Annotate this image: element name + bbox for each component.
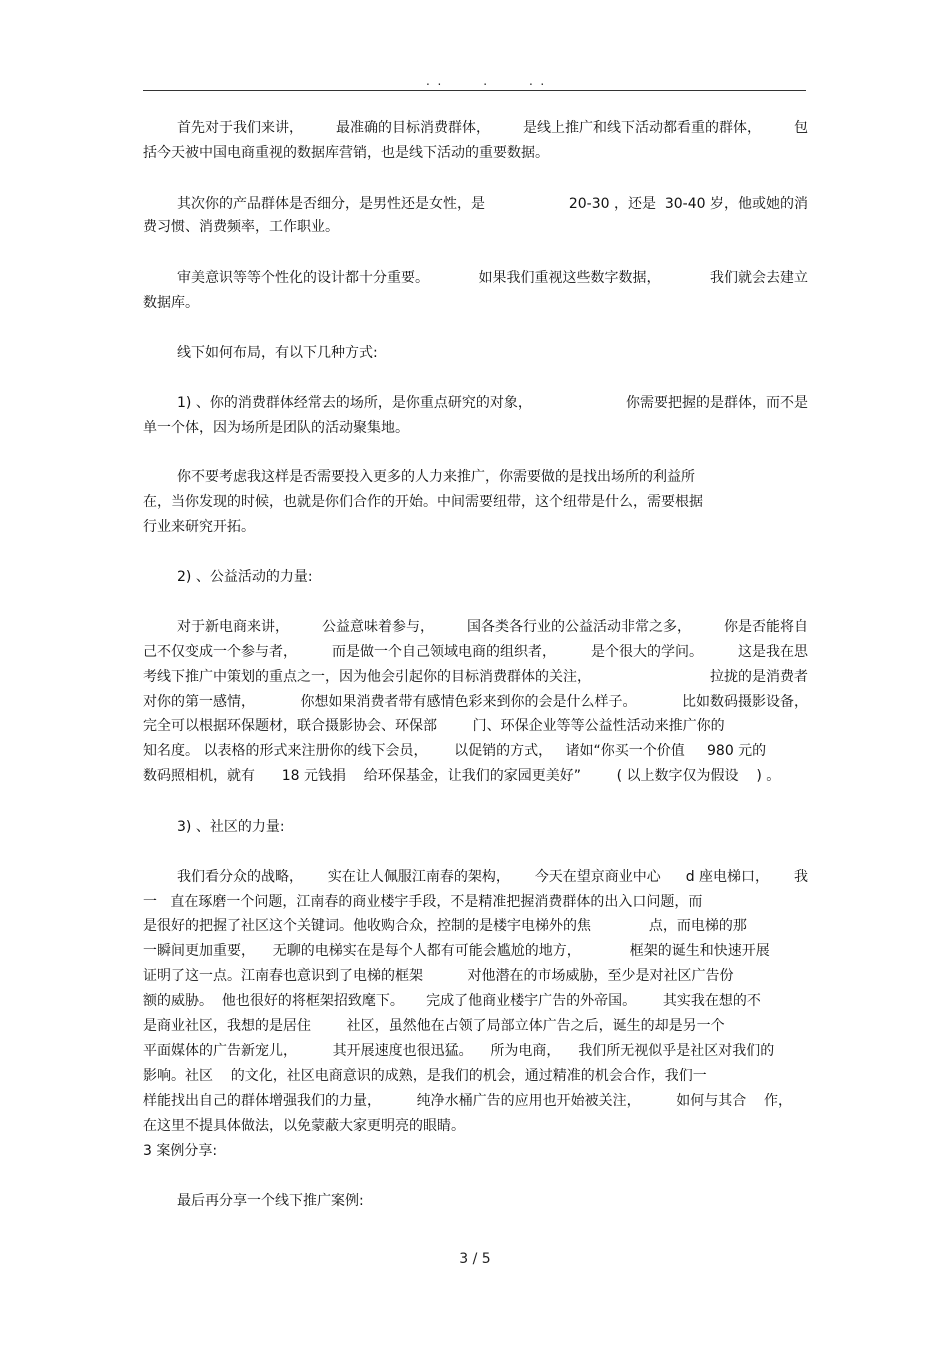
text-segment: 包	[794, 120, 808, 136]
text-segment: 今天在望京商业中心	[534, 869, 661, 885]
paragraph-aesthetics-line-1	[177, 267, 808, 289]
paragraph-community-line-1	[177, 866, 808, 888]
paragraph-community-line-10: 样能找出自己的群体增强我们的力量， 纯净水桶广告的应用也开始被关注， 如何与其合 作，	[143, 1093, 793, 1109]
text-segment: d 座电梯口，	[685, 869, 770, 885]
paragraph-community-line-6: 额的威胁。 他也很好的将框架招致麾下。 完成了他商业楼宇广告的外帝国。 其实我在想的不	[143, 993, 761, 1009]
text-segment: 公益意味着参与，	[322, 619, 434, 635]
paragraph-segmentation-line-1	[177, 193, 808, 215]
paragraph-charity-line-5: 完全可以根据环保题材，联合摄影协会、环保部 门、环保企业等等公益性活动来推广你的	[143, 718, 725, 734]
case-intro-line: 最后再分享一个线下推广案例:	[177, 1193, 364, 1209]
point-1-line-2: 单一个体，因为场所是团队的活动聚集地。	[143, 420, 409, 436]
text-segment: 对于新电商来讲，	[177, 619, 289, 635]
text-segment: 我们看分众的战略，	[177, 869, 303, 885]
paragraph-charity-line-7: 数码照相机，就有 18 元钱捐 给环保基金，让我们的家园更美好” ( 以上数字仅为假设 ) 。	[143, 768, 781, 784]
paragraph-charity-line-2	[143, 641, 808, 663]
text-segment: 其次你的产品群体是否细分，是男性还是女性，是	[177, 196, 485, 212]
text-segment: 首先对于我们来讲，	[177, 120, 303, 136]
text-segment: 最准确的目标消费群体，	[336, 120, 490, 136]
point-1-line-1	[177, 392, 808, 414]
text-segment: 国各类各行业的公益活动非常之多，	[467, 619, 691, 635]
paragraph-community-line-5: 证明了这一点。江南春也意识到了电梯的框架 对他潜在的市场威胁，至少是对社区广告份	[143, 968, 734, 984]
header-rule	[143, 90, 806, 91]
case-share-heading: 3 案例分享:	[143, 1143, 218, 1159]
header-dots: . . . . .	[426, 74, 545, 88]
paragraph-segmentation-line-2: 费习惯、消费频率，工作职业。	[143, 219, 339, 235]
text-segment: 这是我在思	[738, 644, 808, 660]
text-segment: 20-30 ，还是 30-40 岁，他或她的消	[568, 196, 808, 212]
paragraph-partner-line-3: 行业来研究开拓。	[143, 519, 255, 535]
text-segment: 你是否能将自	[724, 619, 808, 635]
text-segment: 对你的第一感情，	[143, 694, 255, 710]
paragraph-community-line-2: 一 直在琢磨一个问题，江南春的商业楼宇手段，不是精准把握消费群体的出入口问题，而	[143, 894, 703, 910]
text-segment: 1) 、你的消费群体经常去的场所，是你重点研究的对象，	[177, 395, 532, 411]
text-segment: 你想如果消费者带有感情色彩来到你的会是什么样子。	[300, 694, 637, 710]
paragraph-partner-line-1: 你不要考虑我这样是否需要投入更多的人力来推广，你需要做的是找出场所的利益所	[177, 469, 695, 485]
paragraph-target-group-line-1	[177, 117, 808, 139]
section-intro-heading: 线下如何布局，有以下几种方式:	[177, 345, 378, 361]
text-segment: 我们就会去建立	[710, 270, 808, 286]
text-segment: 是个很大的学问。	[591, 644, 703, 660]
paragraph-community-line-4: 一瞬间更加重要， 无聊的电梯实在是每个人都有可能会尴尬的地方， 框架的诞生和快速开展	[143, 943, 770, 959]
paragraph-charity-line-4	[143, 691, 808, 713]
text-segment: 比如数码摄影设备，	[682, 694, 808, 710]
text-segment: 是线上推广和线下活动都看重的群体，	[523, 120, 761, 136]
text-segment: 如果我们重视这些数字数据，	[478, 270, 661, 286]
paragraph-community-line-7: 是商业社区，我想的是居住 社区，虽然他在占领了局部立体广告之后，诞生的却是另一个	[143, 1018, 725, 1034]
text-segment: 己不仅变成一个参与者，	[143, 644, 297, 660]
paragraph-target-group-line-2: 括今天被中国电商重视的数据库营销，也是线下活动的重要数据。	[143, 145, 549, 161]
point-2-heading: 2) 、公益活动的力量:	[177, 569, 313, 585]
paragraph-community-line-11: 在这里不提具体做法，以免蒙蔽大家更明亮的眼睛。	[143, 1118, 465, 1134]
paragraph-community-line-8: 平面媒体的广告新宠儿， 其开展速度也很迅猛。 所为电商， 我们所无视似乎是社区对我们的	[143, 1043, 775, 1059]
text-segment: 实在让人佩服江南春的架构，	[327, 869, 510, 885]
paragraph-partner-line-2: 在，当你发现的时候，也就是你们合作的开始。中间需要纽带，这个纽带是什么，需要根据	[143, 494, 703, 510]
paragraph-charity-line-3	[143, 666, 808, 688]
text-segment: 审美意识等等个性化的设计都十分重要。	[177, 270, 429, 286]
paragraph-community-line-9: 影响。社区 的文化，社区电商意识的成熟，是我们的机会，通过精准的机会合作，我们一	[143, 1068, 707, 1084]
paragraph-aesthetics-line-2: 数据库。	[143, 295, 199, 311]
page-number: 3 / 5	[459, 1251, 491, 1267]
paragraph-charity-line-1	[177, 616, 808, 638]
point-3-heading: 3) 、社区的力量:	[177, 819, 285, 835]
text-segment: 你需要把握的是群体，而不是	[626, 395, 808, 411]
paragraph-charity-line-6: 知名度。 以表格的形式来注册你的线下会员， 以促销的方式， 诸如“你买一个价值 980 元的	[143, 743, 767, 759]
text-segment: 我	[793, 869, 808, 885]
text-segment: 而是做一个自己领域电商的组织者，	[332, 644, 556, 660]
text-segment: 考线下推广中策划的重点之一，因为他会引起你的目标消费群体的关注，	[143, 669, 591, 685]
text-segment: 拉拢的是消费者	[710, 669, 808, 685]
paragraph-community-line-3: 是很好的把握了社区这个关键词。他收购合众，控制的是楼宇电梯外的焦 点，而电梯的那	[143, 918, 747, 934]
